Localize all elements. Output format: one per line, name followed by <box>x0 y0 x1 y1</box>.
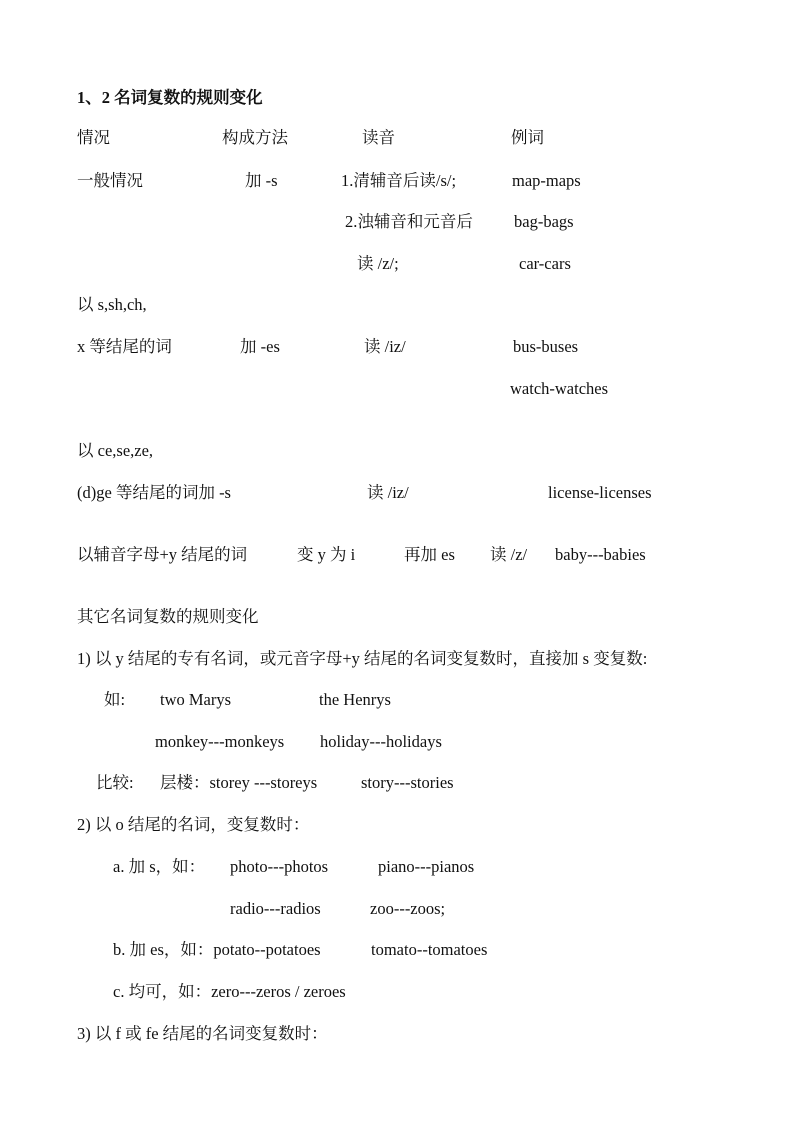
rule3-pron: 读 /iz/ <box>367 483 409 502</box>
other-rules-heading: 其它名词复数的规则变化 <box>77 607 259 626</box>
item1-eg-1: two Marys <box>160 690 232 709</box>
item1-eg-3: monkey---monkeys <box>155 732 285 751</box>
rule3-example: license-licenses <box>548 483 652 502</box>
rule4-situation: 以辅音字母+y 结尾的词 <box>77 545 248 564</box>
item2-a-3: radio---radios <box>230 899 321 918</box>
rule4-method-1: 变 y 为 i <box>297 545 356 564</box>
rule2-pron: 读 /iz/ <box>364 337 406 356</box>
item1-eg-2: the Henrys <box>319 690 391 709</box>
rule4-method-2: 再加 es <box>404 545 455 564</box>
rule2-situation-2: x 等结尾的词 <box>77 337 172 356</box>
item1-compare-text: 层楼：storey ---storeys <box>160 773 318 792</box>
header-pronunciation: 读音 <box>362 128 395 147</box>
rule1-example-3: car-cars <box>519 254 571 273</box>
rule4-pron: 读 /z/ <box>490 545 528 564</box>
item1-compare-2: story---stories <box>361 773 454 792</box>
rule2-example-1: bus-buses <box>513 337 579 356</box>
item2-text: 2) 以 o 结尾的名词，变复数时： <box>77 815 310 834</box>
item1-eg-4: holiday---holidays <box>320 732 442 751</box>
rule1-example-1: map-maps <box>512 171 581 190</box>
section-heading: 1、2 名词复数的规则变化 <box>77 88 263 107</box>
item2-a-label: a. 加 s，如： <box>113 857 206 876</box>
rule1-pron-1: 1.清辅音后读/s/; <box>341 171 457 190</box>
item1-compare-label: 比较: <box>96 773 134 792</box>
rule1-method: 加 -s <box>245 171 278 190</box>
rule4-example: baby---babies <box>555 545 646 564</box>
item1-eg-label: 如: <box>104 690 126 709</box>
item2-a-1: photo---photos <box>230 857 329 876</box>
item2-a-2: piano---pianos <box>378 857 475 876</box>
item2-a-4: zoo---zoos; <box>370 899 446 918</box>
item2-b-2: tomato--tomatoes <box>371 940 488 959</box>
rule2-situation-1: 以 s,sh,ch, <box>77 295 147 314</box>
rule2-method: 加 -es <box>240 337 280 356</box>
rule1-example-2: bag-bags <box>514 212 574 231</box>
header-situation: 情况 <box>77 128 110 147</box>
rule1-pron-3: 读 /z/; <box>357 254 399 273</box>
rule1-situation: 一般情况 <box>77 171 143 190</box>
rule1-pron-2: 2.浊辅音和元音后 <box>345 212 473 231</box>
item2-c-text: c. 均可，如：zero---zeros / zeroes <box>113 982 346 1001</box>
rule3-situation-1: 以 ce,se,ze, <box>77 441 154 460</box>
header-example: 例词 <box>511 128 544 147</box>
item2-b-text: b. 加 es，如：potato--potatoes <box>113 940 321 959</box>
item1-text: 1) 以 y 结尾的专有名词，或元音字母+y 结尾的名词变复数时，直接加 s 变复数: <box>77 649 648 668</box>
rule2-example-2: watch-watches <box>510 379 609 398</box>
header-method: 构成方法 <box>222 128 288 147</box>
rule3-situation-2: (d)ge 等结尾的词加 -s <box>77 483 231 502</box>
item3-text: 3) 以 f 或 fe 结尾的名词变复数时： <box>77 1024 328 1043</box>
